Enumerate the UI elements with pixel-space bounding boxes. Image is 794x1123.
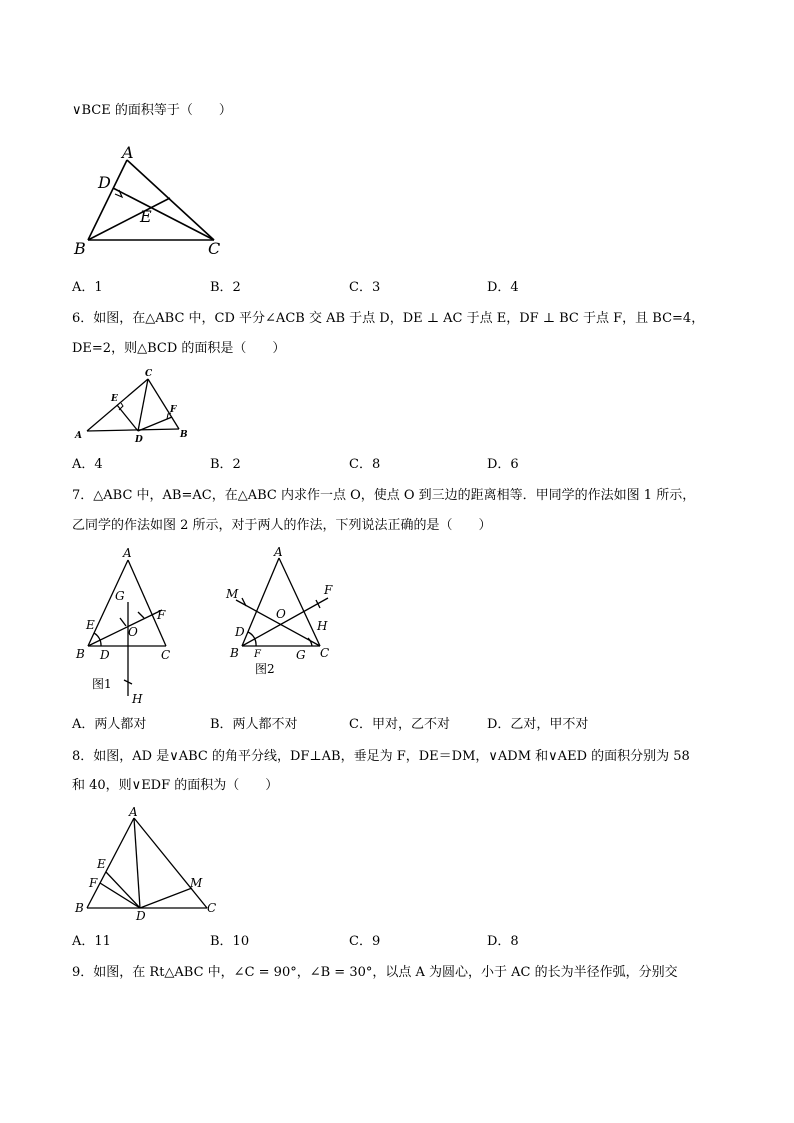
q8-option-a[interactable]: A．11 — [72, 934, 111, 949]
q6-line1: 6．如图，在△ABC 中，CD 平分∠ACB 交 AB 于点 D，DE ⊥ AC 于点 E，DF ⊥ BC 于点 F，且 BC=4， — [72, 311, 705, 326]
q7-figure1 — [72, 546, 182, 706]
q7f2-label-O: O — [276, 607, 286, 621]
q6-label-B: B — [180, 430, 188, 440]
q8-label-A: A — [129, 805, 138, 819]
q7f2-label-H: H — [317, 619, 328, 633]
q7f2-label-G: G — [296, 648, 306, 662]
q5-label-A: A — [122, 146, 134, 162]
q8-option-d[interactable]: D．8 — [487, 934, 519, 949]
q6-label-F: F — [170, 405, 177, 415]
q5-option-b[interactable]: B．2 — [210, 280, 241, 295]
q7-option-d[interactable]: D．乙对，甲不对 — [487, 717, 589, 732]
q7f2-label-D: D — [235, 625, 245, 639]
q5-option-d[interactable]: D．4 — [487, 280, 519, 295]
q7-figure2 — [222, 546, 342, 678]
q6-option-c[interactable]: C．8 — [349, 457, 381, 472]
q6-label-C: C — [145, 369, 153, 379]
q7f1-label-G: G — [115, 589, 125, 603]
q8-label-C: C — [207, 901, 217, 915]
q6-option-a[interactable]: A．4 — [72, 457, 103, 472]
q8-option-c[interactable]: C．9 — [349, 934, 381, 949]
q6-label-D: D — [135, 435, 143, 444]
q7-line2: 乙同学的作法如图 2 所示，对于两人的作法，下列说法正确的是（ ） — [72, 518, 492, 533]
q8-label-E: E — [97, 857, 106, 871]
q7f1-label-E: E — [86, 618, 95, 632]
q7-line1: 7．△ABC 中，AB=AC，在△ABC 内求作一点 O，使点 O 到三边的距离相等．甲同学的作法如图 1 所示， — [72, 488, 696, 503]
q5-figure — [70, 146, 230, 258]
q5-option-a[interactable]: A．1 — [72, 280, 103, 295]
q7f2-label-C: C — [320, 646, 330, 660]
q6-label-A: A — [75, 431, 82, 441]
q8-figure — [70, 804, 230, 922]
q7-fig2-caption: 图2 — [255, 662, 275, 676]
q7-fig1-caption: 图1 — [92, 677, 112, 691]
q6-figure — [70, 366, 200, 444]
q5-label-B: B — [74, 239, 86, 258]
q7f2-label-B: B — [230, 646, 239, 660]
q7f1-label-B: B — [76, 647, 85, 661]
q8-line1: 8．如图，AD 是∨ABC 的角平分线，DF⊥AB，垂足为 F，DE＝DM，∨ADM 和∨AED 的面积分别为 58 — [72, 749, 690, 764]
q7f1-label-D: D — [100, 648, 110, 662]
q7f1-label-O: O — [128, 625, 138, 639]
q7f2-label-F: F — [254, 649, 261, 660]
q8-label-M: M — [190, 876, 203, 890]
q7-option-b[interactable]: B．两人都不对 — [210, 717, 298, 732]
q7f1-label-H: H — [132, 692, 143, 706]
q8-label-F: F — [89, 876, 98, 890]
q5-option-c[interactable]: C．3 — [349, 280, 381, 295]
q7f2-label-F2: F — [324, 583, 333, 597]
q6-line2: DE=2，则△BCD 的面积是（ ） — [72, 341, 286, 356]
q6-option-b[interactable]: B．2 — [210, 457, 241, 472]
q7f2-label-A: A — [274, 546, 283, 559]
q8-option-b[interactable]: B．10 — [210, 934, 250, 949]
q7f1-label-A: A — [123, 546, 132, 560]
q7-option-a[interactable]: A．两人都对 — [72, 717, 147, 732]
q8-label-D: D — [136, 909, 146, 922]
q8-label-B: B — [75, 901, 84, 915]
q8-line2: 和 40，则∨EDF 的面积为（ ） — [72, 778, 279, 793]
q7f1-label-F: F — [157, 608, 166, 622]
q5-label-D: D — [98, 173, 111, 192]
q5-label-C: C — [208, 239, 221, 258]
q7f1-label-C: C — [161, 648, 171, 662]
q5-label-E: E — [140, 207, 152, 226]
q6-option-d[interactable]: D．6 — [487, 457, 519, 472]
q7-option-c[interactable]: C．甲对，乙不对 — [349, 717, 450, 732]
q9-line1: 9．如图，在 Rt△ABC 中，∠C = 90°，∠B = 30°，以点 A 为圆心，小于 AC 的长为半径作弧，分别交 — [72, 965, 678, 980]
q7f2-label-M: M — [226, 587, 239, 601]
q5-stem: ∨BCE 的面积等于（ ） — [72, 103, 232, 118]
q6-label-E: E — [111, 394, 118, 404]
